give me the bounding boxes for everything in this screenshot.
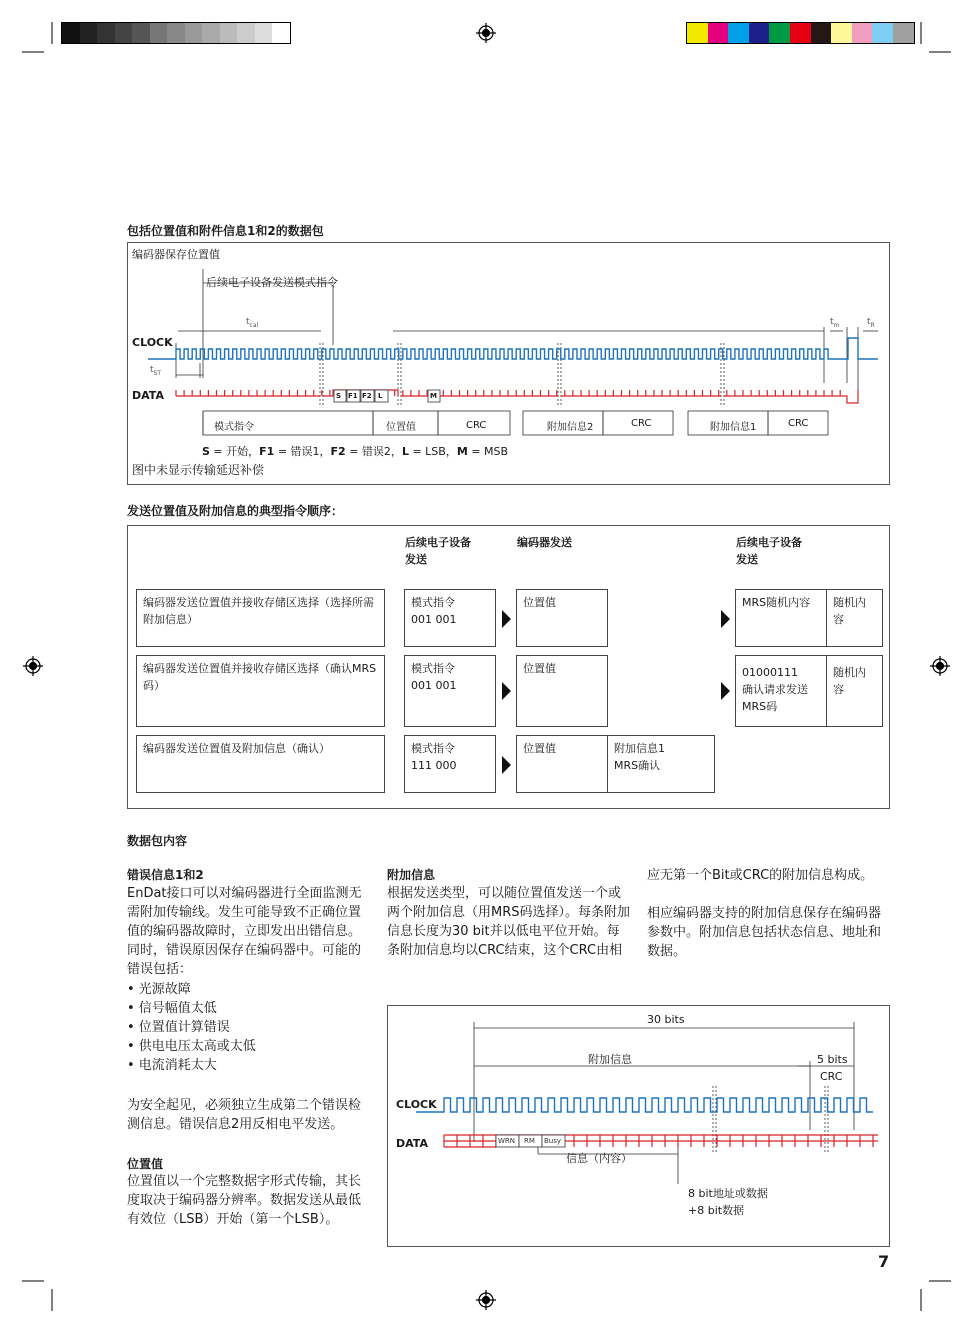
- seg-add1: 附加信息1: [710, 422, 757, 433]
- bit-f1: F1: [348, 392, 358, 400]
- err-list: [127, 980, 371, 1075]
- seg-crc1: CRC: [466, 420, 487, 431]
- err-item: • 电流消耗太大: [127, 1058, 217, 1073]
- bits5-label: 5 bits: [817, 1053, 848, 1066]
- err-item: • 位置值计算错误: [127, 1020, 230, 1035]
- fig1-frame: [127, 242, 890, 485]
- err-item: • 供电电压太高或太低: [127, 1039, 256, 1054]
- bit-f2: F2: [362, 392, 372, 400]
- err-paragraph: EnDat接口可以对编码器进行全面监测无需附加传输线。发生可能导致不正确位置值的编码器故障时，立即发出出错信息。同时，错误原因保存在编码器中。可能的错误包括：: [127, 886, 362, 977]
- tst-label: $t_{ST}$: [150, 365, 162, 377]
- fig1-title: 包括位置值和附件信息1和2的数据包: [127, 224, 324, 238]
- section-title: 数据包内容: [127, 834, 188, 848]
- row1-random: 随机内容: [826, 589, 883, 647]
- fig1-note: 图中未显示传输延迟补偿: [132, 463, 265, 477]
- bit-rm: RM: [524, 1137, 535, 1145]
- row1-mrs: MRS随机内容: [735, 589, 827, 647]
- row3-cmd: 模式指令 111 000: [404, 735, 496, 793]
- fig3-timing-diagram: [388, 1006, 889, 1246]
- seg-pos: 位置值: [386, 422, 416, 433]
- row2-pos: 位置值: [516, 655, 608, 727]
- clock-label: CLOCK: [132, 336, 173, 349]
- err-item: • 光源故障: [127, 982, 191, 997]
- addinfo-label: 附加信息: [588, 1053, 632, 1066]
- row3-desc: 编码器发送位置值及附加信息（确认）: [136, 735, 385, 793]
- encoder-saves-label: 编码器保存位置值: [132, 248, 220, 261]
- col3-paragraph-1: 应无第一个Bit或CRC的附加信息构成。: [647, 868, 874, 883]
- row1-desc: 编码器发送位置值并接收存储区选择（选择所需附加信息）: [136, 589, 385, 647]
- err-paragraph-2: 为安全起见，必须独立生成第二个错误检测信息。错误信息2用反相电平发送。: [127, 1098, 362, 1132]
- tr-label: $t_R$: [867, 317, 875, 329]
- col-subsequent-header: 后续电子设备 发送: [405, 536, 471, 566]
- seg-crc3: CRC: [788, 418, 809, 429]
- arrow-right-icon: [721, 610, 730, 628]
- bit-l: L: [378, 392, 383, 400]
- fig1-legend: S = 开始，F1 = 错误1，F2 = 错误2，L = LSB，M = MSB: [202, 445, 509, 458]
- subsequent-cmd-label: 后续电子设备发送模式指令: [206, 276, 338, 289]
- arrow-right-icon: [502, 756, 511, 774]
- fig2-frame: [127, 525, 890, 809]
- clock-label-2: CLOCK: [396, 1098, 437, 1111]
- seg-crc2: CRC: [631, 418, 652, 429]
- arrow-right-icon: [502, 682, 511, 700]
- arrow-right-icon: [721, 682, 730, 700]
- fig3-frame: [387, 1005, 890, 1247]
- addr-label: 8 bit地址或数据 +8 bit数据: [688, 1187, 768, 1217]
- bits30-label: 30 bits: [647, 1013, 685, 1026]
- row3-add: 附加信息1 MRS确认: [607, 735, 715, 793]
- row2-mrs: 01000111 确认请求发送 MRS码: [735, 655, 827, 727]
- add-paragraph: 根据发送类型，可以随位置值发送一个或两个附加信息（用MRS码选择）。每条附加信息长度为30 bit并以低电平位开始。每条附加信息均以CRC结束，这个CRC由相: [387, 886, 631, 958]
- seg-add2: 附加信息2: [547, 422, 594, 433]
- col-encoder-header: 编码器发送: [517, 536, 572, 549]
- row1-pos: 位置值: [516, 589, 608, 647]
- bit-m: M: [430, 392, 437, 400]
- err-item: • 信号幅值太低: [127, 1001, 217, 1016]
- seg-mode: 模式指令: [214, 422, 254, 433]
- row2-cmd: 模式指令 001 001: [404, 655, 496, 727]
- row2-desc: 编码器发送位置值并接收存储区选择（确认MRS码）: [136, 655, 385, 727]
- row1-cmd: 模式指令 001 001: [404, 589, 496, 647]
- crc-label: CRC: [820, 1070, 843, 1083]
- data-label-2: DATA: [396, 1137, 428, 1150]
- page-number: 7: [878, 1252, 890, 1271]
- bit-busy: Busy: [544, 1137, 562, 1145]
- pos-paragraph: 位置值以一个完整数据字形式传输，其长度取决于编码器分辨率。数据发送从最低有效位（LSB）开始（第一个LSB）。: [127, 1174, 362, 1227]
- row3-pos: 位置值: [516, 735, 608, 793]
- col3-paragraph-2: 相应编码器支持的附加信息保存在编码器参数中。附加信息包括状态信息、地址和数据。: [647, 906, 882, 959]
- row2-random: 随机内容: [826, 655, 883, 727]
- info-label: 信息（内容）: [566, 1152, 632, 1165]
- bit-wrn: WRN: [498, 1137, 516, 1145]
- data-label: DATA: [132, 389, 164, 402]
- fig2-title: 发送位置值及附加信息的典型指令顺序：: [127, 504, 344, 518]
- tm-label: $t_m$: [830, 317, 840, 329]
- add-title: 附加信息: [387, 868, 436, 882]
- tcal-label: $t_{cal}$: [246, 317, 259, 329]
- col-subsequent2-header: 后续电子设备 发送: [736, 536, 802, 566]
- pos-title: 位置值: [127, 1157, 164, 1171]
- bit-s: S: [336, 392, 342, 400]
- err-title: 错误信息1和2: [127, 868, 204, 882]
- arrow-right-icon: [502, 610, 511, 628]
